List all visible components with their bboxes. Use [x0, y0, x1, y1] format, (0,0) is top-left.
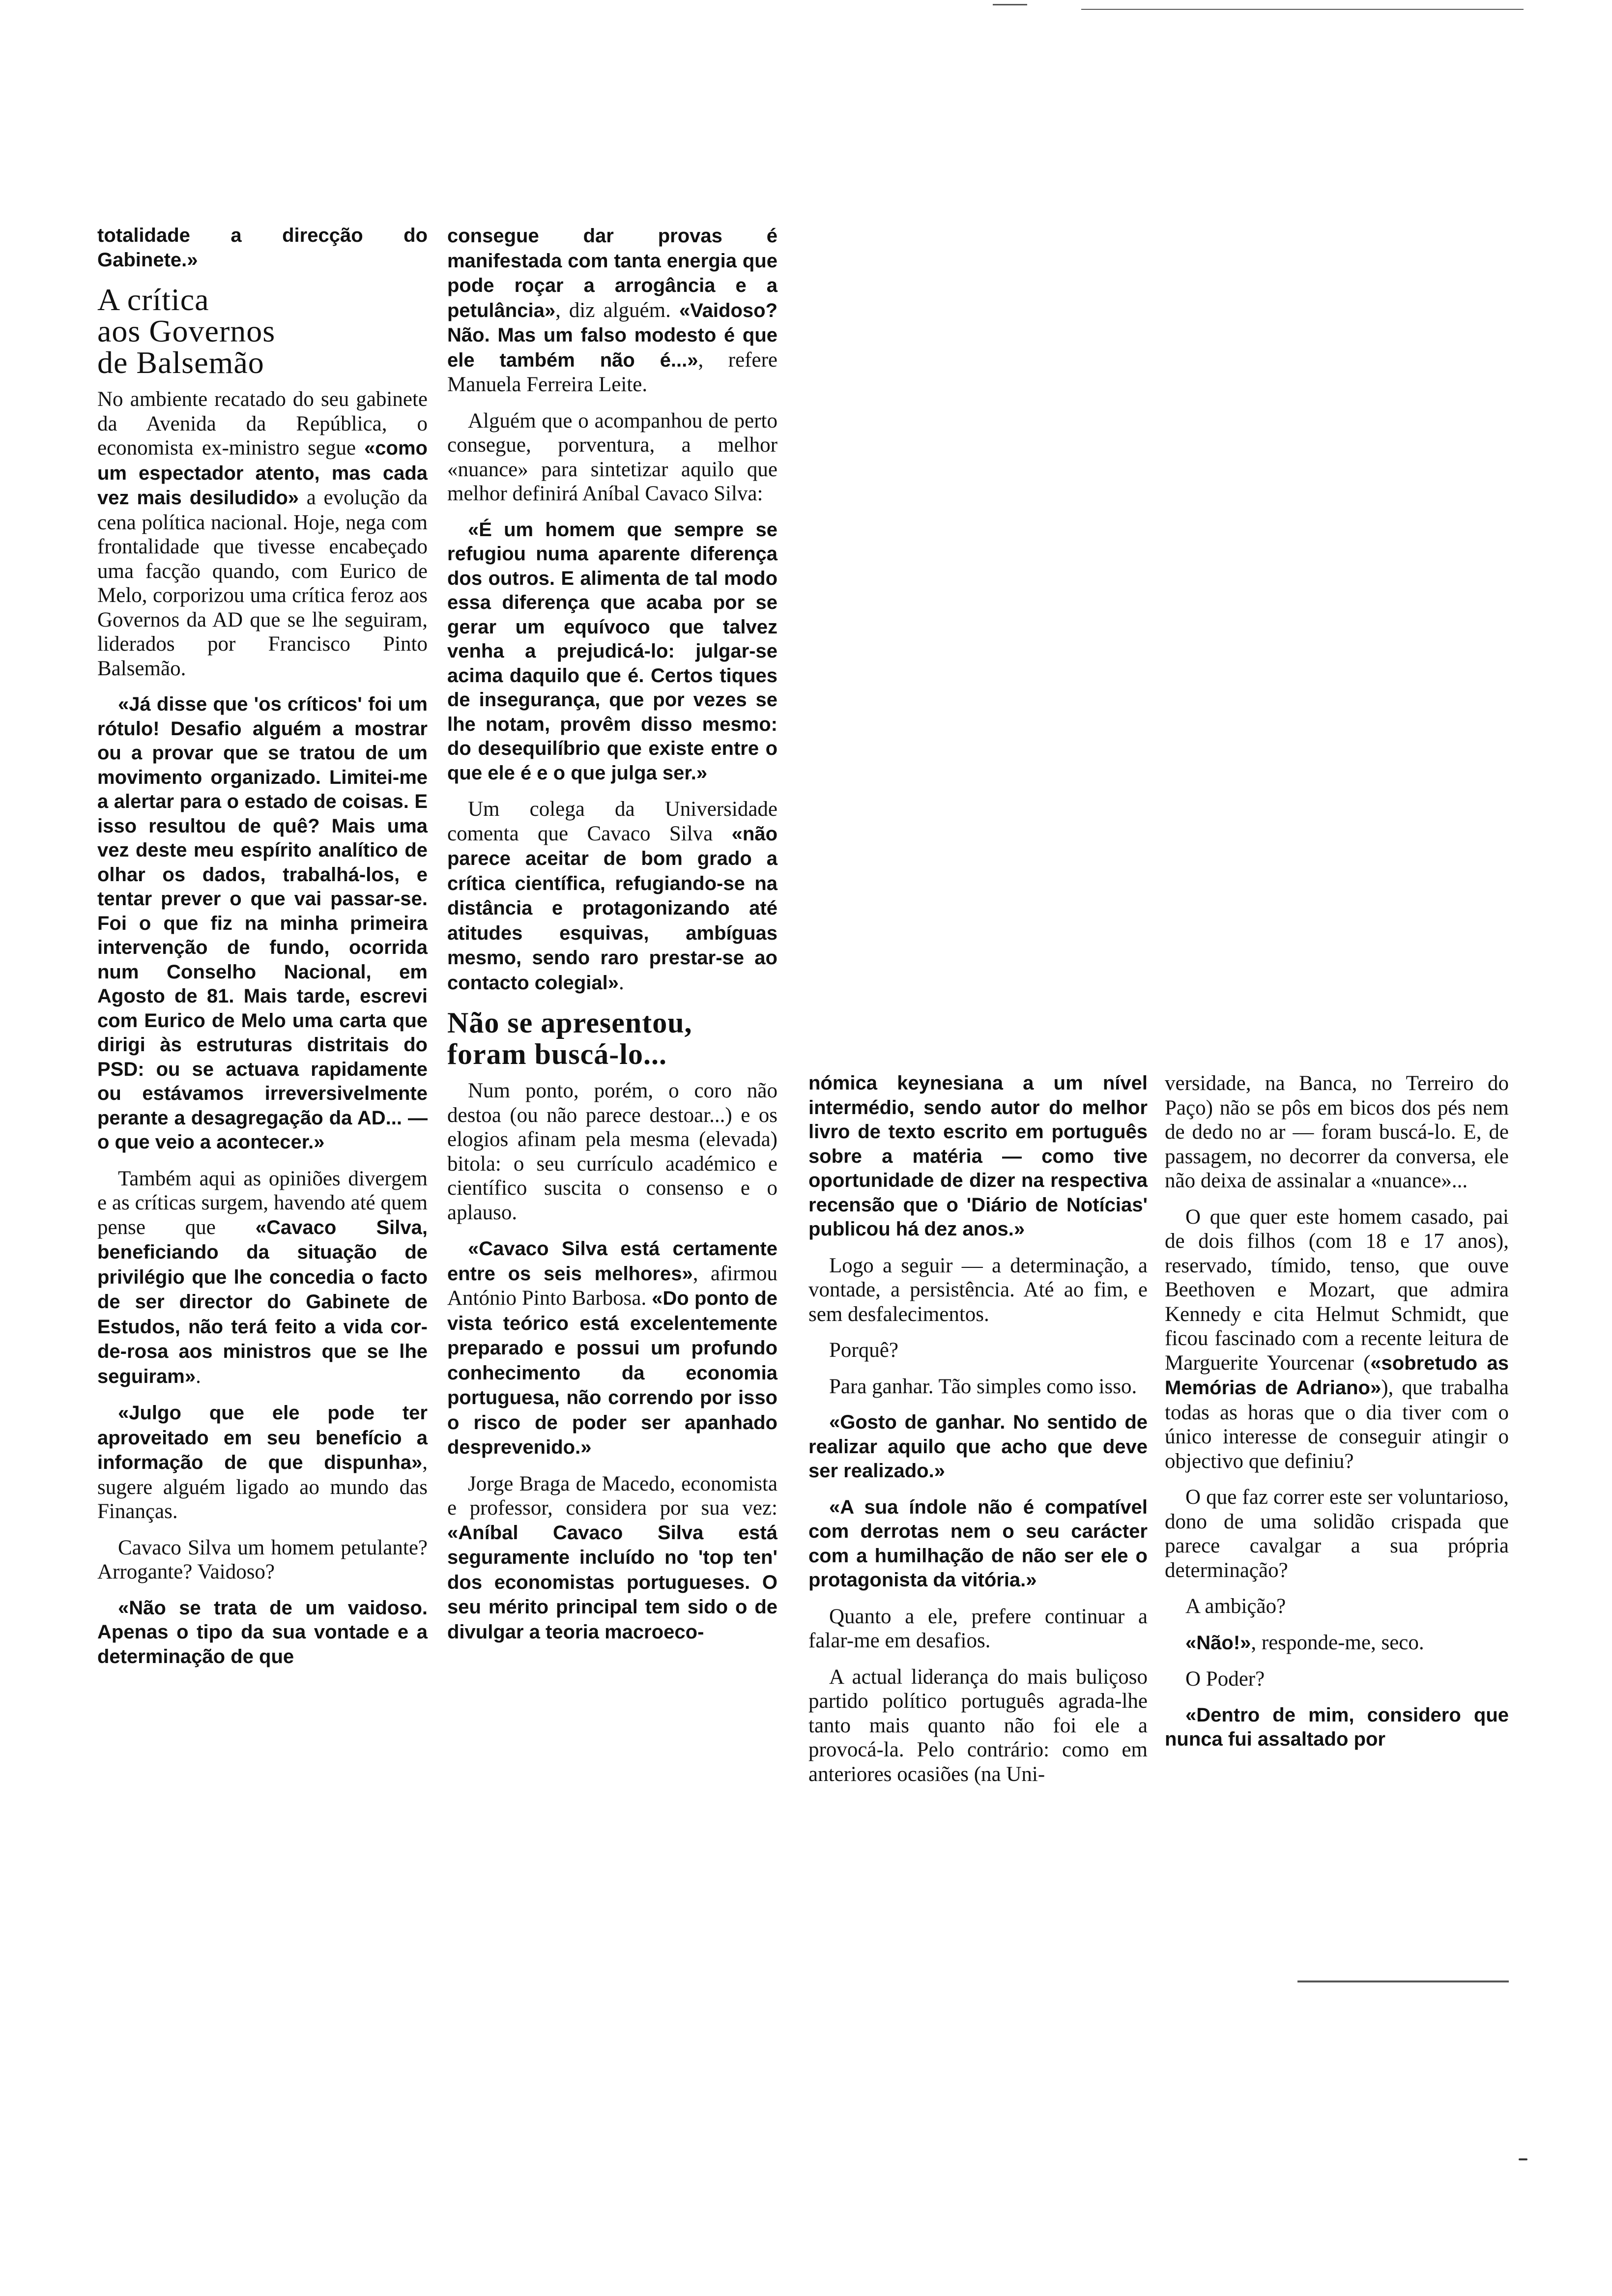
paragraph: Logo a seguir — a determinação, a vontade, a persistência. Até ao fim, e sem desfalecimentos. [808, 1254, 1148, 1326]
paragraph [447, 224, 777, 397]
paragraph: Para ganhar. Tão simples como isso. [829, 1375, 1137, 1398]
text-run: , sugere alguém ligado ao mundo das Finanças. [97, 1451, 428, 1523]
bold-quote: «Cavaco Silva, beneficiando da situação de privilégio que lhe concedia o facto de ser director do Gabinete de Estudos, não terá feito a vida cor-de-rosa aos ministros que se lhe seguiram» [97, 1216, 428, 1387]
bold-quote: «Julgo que ele pode ter aproveitado em seu benefício a informação de que dispunha» [97, 1402, 428, 1473]
text-run: . [196, 1364, 201, 1388]
paragraph: Alguém que o acompanhou de perto consegue, porventura, a melhor «nuance» para sintetizar aquilo que melhor definirá Aníbal Cavaco Silva: [447, 409, 777, 505]
heading-line: A crítica [97, 282, 209, 317]
article-column-4 [1165, 1071, 1509, 1764]
bold-quote: «não parece aceitar de bom grado a crítica científica, refugiando-se na distância e protagonizando até atitudes esquivas, ambíguas mesmo, sendo raro prestar-se ao contacto colegial» [447, 823, 777, 994]
bold-quote: «sobretudo as Memórias de Adriano» [1165, 1352, 1509, 1399]
text-run: , diz alguém. [555, 298, 679, 322]
column-end-rule [1297, 1980, 1509, 1982]
bold-quote: «Cavaco Silva está certamente entre os seis melhores» [447, 1238, 777, 1285]
paragraph [1165, 1631, 1509, 1656]
paragraph [447, 1236, 777, 1460]
heading-line: foram buscá-lo... [447, 1038, 667, 1070]
paragraph: O Poder? [1185, 1667, 1265, 1691]
top-rule-left [993, 4, 1027, 5]
quote-paragraph: «A sua índole não é compatível com derrotas nem o seu carácter com a humilhação de não ser ele o protagonista da vitória.» [808, 1496, 1148, 1591]
paragraph: Quanto a ele, prefere continuar a falar-me em desafios. [808, 1605, 1148, 1652]
text-run: No ambiente recatado do seu gabinete da Avenida da República, o economista ex-ministro segue [97, 388, 428, 459]
paragraph: O que faz correr este ser voluntarioso, dono de uma solidão crispada que parece cavalgar a sua própria determinação? [1165, 1486, 1509, 1582]
paragraph [97, 1167, 428, 1389]
text-run: Um colega da Universidade comenta que Cavaco Silva [447, 798, 777, 845]
quote-paragraph: «É um homem que sempre se refugiou numa aparente diferença dos outros. E alimenta de tal modo essa diferença que acaba por se gerar um equívoco que talvez venha a prejudicá-lo: julgar-se acima daquilo que é. Certos tiques de insegurança, que por vezes se lhe notam, provêm disso mesmo: do desequilíbrio que existe entre o que ele é e o que julga ser.» [447, 518, 777, 784]
heading-line: aos Governos [97, 314, 276, 348]
heading-line: de Balsemão [97, 345, 264, 380]
paragraph: totalidade a direcção do Gabinete.» [97, 225, 428, 271]
quote-paragraph: «Dentro de mim, considero que nunca fui assaltado por [1165, 1704, 1509, 1750]
paragraph [97, 1401, 428, 1524]
bold-quote: «Não!» [1185, 1632, 1251, 1654]
article-column-3 [808, 1071, 1148, 1798]
paragraph [97, 387, 428, 681]
paragraph [447, 797, 777, 995]
quote-paragraph: nómica keynesiana a um nível intermédio, sendo autor do melhor livro de texto escrito em português sobre a matéria — como tive oportunidade de dizer na respectiva recensão que o 'Diário de Notícias' publicou há dez anos.» [808, 1072, 1148, 1240]
heading-line: Não se apresentou, [447, 1006, 692, 1039]
quote-paragraph: «Não se trata de um vaidoso. Apenas o tipo da sua vontade e a determinação de que [97, 1597, 428, 1667]
text-run: , afirmou António Pinto Barbosa. [447, 1262, 778, 1310]
text-run: , refere Manuela Ferreira Leite. [447, 348, 777, 396]
bold-quote: «como um espectador atento, mas cada vez mais desiludido» [97, 437, 428, 509]
top-rule-right [1081, 9, 1524, 10]
quote-paragraph: «Gosto de ganhar. No sentido de realizar aquilo que acho que deve ser realizado.» [808, 1411, 1148, 1482]
text-run: , responde-me, seco. [1251, 1631, 1424, 1654]
scan-speck [1519, 2158, 1527, 2160]
section-heading-nao-se-apresentou [447, 1007, 777, 1070]
paragraph: Cavaco Silva um homem petulante? Arrogante? Vaidoso? [97, 1536, 428, 1583]
text-run: Jorge Braga de Macedo, economista e professor, considera por sua vez: [447, 1472, 777, 1520]
bold-quote: «Vaidoso? Não. Mas um falso modesto é que ele também não é...» [447, 299, 777, 371]
bold-quote: consegue dar provas é manifestada com tanta energia que pode roçar a arrogância e a petulância» [447, 225, 777, 321]
paragraph: Num ponto, porém, o coro não destoa (ou não parece destoar...) e os elogios afinam pela mesma (elevada) bitola: o seu currículo académico e científico suscita o consenso e o aplauso. [447, 1079, 777, 1224]
paragraph: versidade, na Banca, no Terreiro do Paço) não se pôs em bicos dos pés nem de dedo no ar — foram buscá-lo. E, de passagem, no decorrer da conversa, ele não deixa de assinalar a «nuance»... [1165, 1072, 1509, 1192]
article-column-2 [447, 224, 777, 1656]
paragraph [1165, 1205, 1509, 1474]
text-run: O que quer este homem casado, pai de dois filhos (com 18 e 17 anos), reservado, tímido, tenso, que ouve Beethoven e Mozart, que admira Kennedy e cita Helmut Schmidt, que ficou fascinado com a recente leitura de Marguerite Yourcenar ( [1165, 1205, 1509, 1375]
paragraph: A actual liderança do mais buliçoso partido político português agrada-lhe tanto mais quanto não foi ele a provocá-la. Pelo contrário: como em anteriores ocasiões (na Uni- [808, 1665, 1148, 1786]
paragraph: Porquê? [829, 1339, 898, 1362]
text-run: ), que trabalha todas as horas que o dia tiver com o único interesse de conseguir atingir o objectivo que definiu? [1165, 1376, 1509, 1473]
paragraph: A ambição? [1185, 1595, 1286, 1618]
bold-quote: «Do ponto de vista teórico está excelentemente preparado e possui um profundo conhecimento da economia portuguesa, não correndo por isso o risco de poder ser apanhado desprevenido.» [447, 1288, 777, 1458]
bold-quote: «Aníbal Cavaco Silva está seguramente incluído no 'top ten' dos economistas portugueses. O seu mérito principal tem sido o de divulgar a teoria macroeco- [447, 1521, 777, 1643]
text-run: Também aqui as opiniões divergem e as críticas surgem, havendo até quem pense que [97, 1167, 428, 1239]
text-run: a evolução da cena política nacional. Hoje, nega com frontalidade que tivesse encabeçado uma facção quando, com Eurico de Melo, corporizou uma crítica feroz aos Governos da AD que se lhe seguiram, liderados por Francisco Pinto Balsemão. [97, 486, 428, 680]
paragraph [447, 1472, 777, 1645]
quote-paragraph: «Já disse que 'os críticos' foi um rótulo! Desafio alguém a mostrar ou a provar que se tratou de um movimento organizado. Limitei-me a alertar para o estado de coisas. E isso resultou de quê? Mais uma vez deste meu espírito analítico de olhar os dados, trabalhá-los, e tentar prever o que vai passar-se. Foi o que fiz na minha primeira intervenção de fundo, ocorrida num Conselho Nacional, em Agosto de 81. Mais tarde, escrevi com Eurico de Melo uma carta que dirigi às estruturas distritais do PSD: ou se actuava rapidamente ou estávamos irreversivelmente perante a desagregação da AD... — o que veio a acontecer.» [97, 693, 428, 1153]
article-column-1 [97, 224, 428, 1681]
section-heading-critica [97, 284, 428, 378]
text-run: . [618, 971, 624, 994]
